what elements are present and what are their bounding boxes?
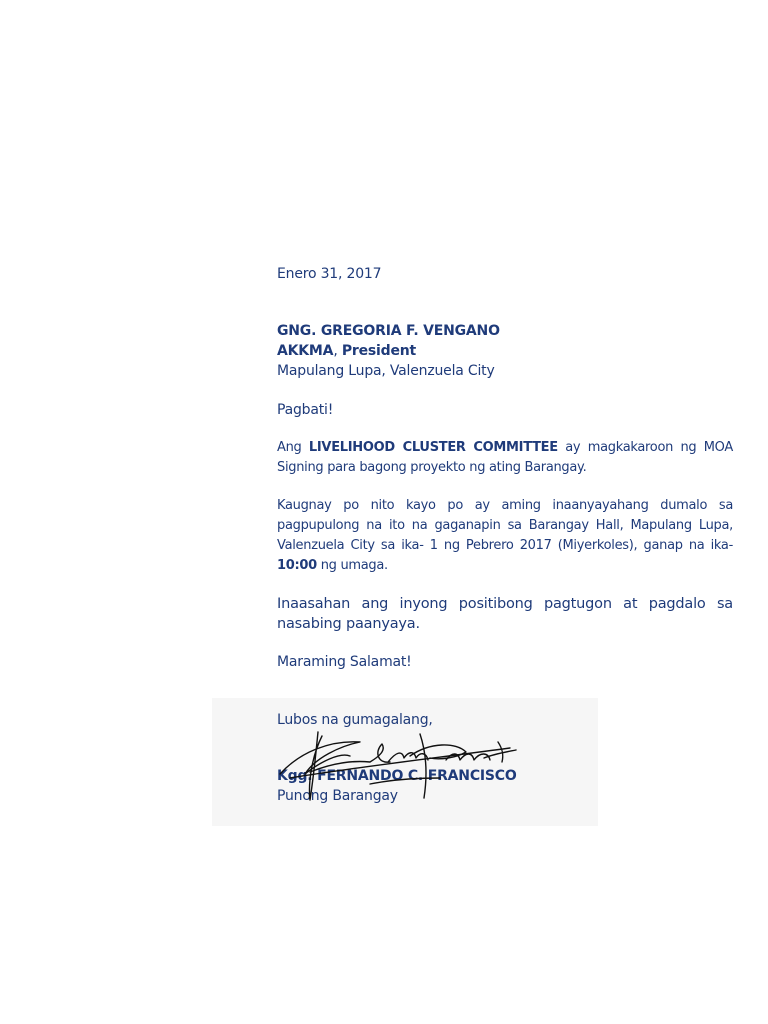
thanks-line: Maraming Salamat! (277, 654, 412, 670)
paragraph-invitation-post: ng umaga. (316, 558, 388, 573)
addressee-org-line (277, 341, 733, 361)
signer-block (277, 766, 733, 814)
addressee-position: President (341, 343, 416, 359)
paragraph-invitation (277, 496, 733, 576)
letter-body (277, 264, 733, 814)
paragraph-invitation-pre: Kaugnay po nito kayo po ay aming inaanyayahang dumalo sa pagpupulong na ito na gaganapin sa Barangay Hall, Mapulang Lupa, Valenzuela City sa ika- 1 ng Pebrero 2017 (Miyerkoles), ganap na ika- (277, 498, 733, 553)
paragraph-expectation: Inaasahan ang inyong positibong pagtugon at pagdalo sa nasabing paanyaya. (277, 596, 733, 632)
signer-name: Kgg. FERNANDO C. FRANCISCO (277, 768, 517, 784)
addressee-name: GNG. GREGORIA F. VENGANO (277, 323, 500, 339)
committee-name: LIVELIHOOD CLUSTER COMMITTEE (308, 440, 558, 455)
closing-line: Lubos na gumagalang, (277, 712, 433, 728)
letter-date: Enero 31, 2017 (277, 266, 382, 282)
meeting-time: 10:00 (277, 558, 317, 573)
addressee-org-separator: , (333, 343, 342, 359)
greeting: Pagbati! (277, 402, 334, 418)
paragraph-announcement-post: ay magkakaroon ng MOA Signing para bagong proyekto ng ating Barangay. (277, 440, 733, 475)
paragraph-announcement-pre: Ang (277, 440, 309, 455)
addressee-org: AKKMA (277, 343, 334, 359)
paragraph-announcement (277, 438, 733, 478)
addressee-address: Mapulang Lupa, Valenzuela City (277, 363, 495, 379)
addressee-block (277, 321, 733, 381)
signer-title: Punong Barangay (277, 788, 398, 804)
